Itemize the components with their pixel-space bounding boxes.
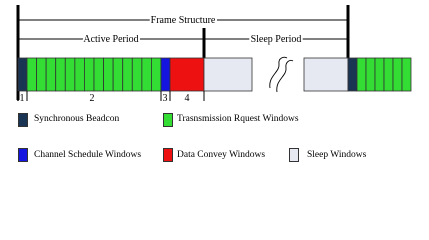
segment-3-label: 3 [162, 93, 168, 104]
legend-swatch-schedule [18, 148, 28, 162]
request-window-cell [46, 58, 56, 91]
legend-label-beacon: Synchronous Beadcon [34, 114, 120, 124]
break-symbol [270, 57, 293, 92]
next-beacon-window [348, 58, 357, 91]
legend-label-sleep: Sleep Windows [307, 150, 367, 160]
request-window-cell [142, 58, 152, 91]
request-window-cell [56, 58, 66, 91]
request-window-cell [113, 58, 123, 91]
sleep-period-label: Sleep Period [250, 34, 302, 45]
schedule-window [161, 58, 170, 91]
data-convey-window [170, 58, 204, 91]
request-window-cell [151, 58, 161, 91]
request-window-cell [132, 58, 142, 91]
legend-label-request: Trasnsmission Rquest Windows [177, 114, 299, 124]
legend-label-schedule: Channel Schedule Windows [34, 150, 142, 160]
sleep-window-b [304, 58, 348, 91]
request-window-cell [402, 58, 411, 91]
active-period-label: Active Period [83, 34, 139, 45]
next-request-windows [357, 58, 411, 91]
request-window-cell [375, 58, 384, 91]
beacon-window [18, 58, 27, 91]
request-window-cell [104, 58, 114, 91]
segment-1-label: 1 [19, 93, 25, 104]
request-window-cell [65, 58, 75, 91]
legend-label-data: Data Convey Windows [177, 150, 266, 160]
request-window-cell [393, 58, 402, 91]
frame-structure-label: Frame Structure [150, 15, 216, 26]
sleep-window-a [204, 58, 252, 91]
request-window-cell [27, 58, 37, 91]
segment-4-label: 4 [184, 93, 190, 104]
request-window-cell [84, 58, 94, 91]
legend-swatch-beacon [18, 113, 28, 127]
request-windows [27, 58, 161, 91]
request-window-cell [37, 58, 47, 91]
request-window-cell [366, 58, 375, 91]
frame-row [18, 57, 411, 92]
legend-swatch-data [163, 148, 173, 162]
request-window-cell [94, 58, 104, 91]
legend-swatch-sleep [289, 148, 299, 162]
request-window-cell [357, 58, 366, 91]
legend-swatch-request [163, 113, 173, 127]
segment-2-label: 2 [89, 93, 95, 104]
request-window-cell [123, 58, 133, 91]
request-window-cell [75, 58, 85, 91]
request-window-cell [384, 58, 393, 91]
